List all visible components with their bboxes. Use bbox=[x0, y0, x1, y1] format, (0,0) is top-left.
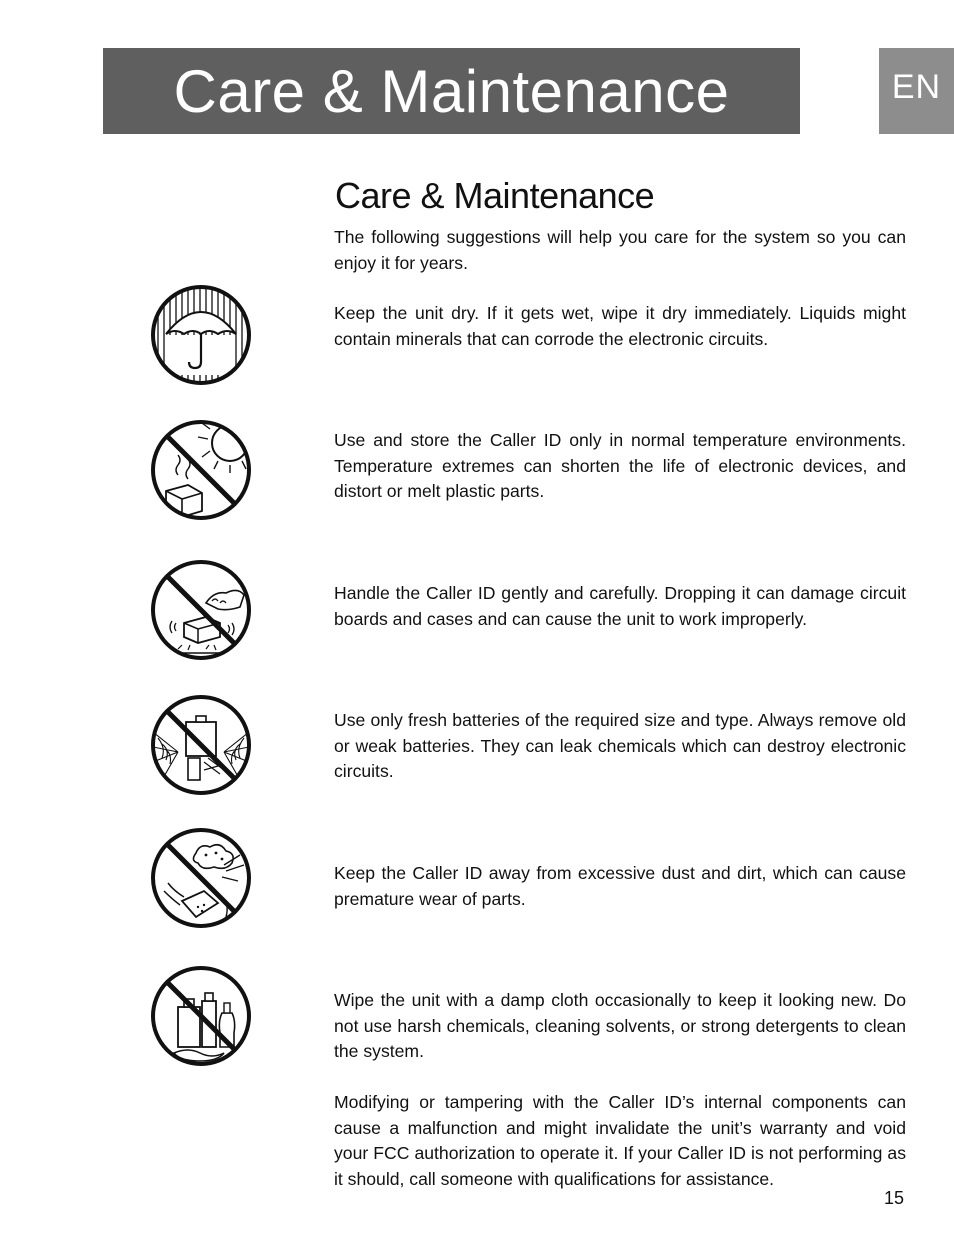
no-old-batteries-icon bbox=[148, 692, 254, 798]
no-chemicals-icon bbox=[148, 963, 254, 1069]
no-heat-icon bbox=[148, 417, 254, 523]
tip-paragraph: Handle the Caller ID gently and carefully. Dropping it can damage circuit boards and cases and can cause the unit to work improperly. bbox=[334, 583, 906, 629]
page-title: Care & Maintenance bbox=[173, 58, 730, 125]
language-label: EN bbox=[891, 68, 942, 106]
section-heading: Care & Maintenance bbox=[335, 175, 655, 216]
tip-paragraph: Use only fresh batteries of the required size and type. Always remove old or weak batteries. They can leak chemicals which can destroy electronic circuits. bbox=[334, 710, 906, 781]
intro-paragraph: The following suggestions will help you care for the system so you can enjoy it for years. bbox=[334, 227, 906, 273]
language-tab bbox=[879, 48, 954, 134]
tip-paragraph: Keep the unit dry. If it gets wet, wipe it dry immediately. Liquids might contain minerals that can corrode the electronic circuits. bbox=[334, 303, 906, 349]
tip-paragraph: Use and store the Caller ID only in normal temperature environments. Temperature extremes can shorten the life of electronic devices, and distort or melt plastic parts. bbox=[334, 430, 906, 501]
header-banner bbox=[103, 48, 800, 134]
tip-paragraph: Keep the Caller ID away from excessive dust and dirt, which can cause premature wear of parts. bbox=[334, 863, 906, 909]
umbrella-icon bbox=[148, 282, 254, 388]
no-dropping-icon bbox=[148, 557, 254, 663]
tip-paragraph: Wipe the unit with a damp cloth occasionally to keep it looking new. Do not use harsh chemicals, cleaning solvents, or strong detergents to clean the system. bbox=[334, 990, 906, 1061]
page-number: 15 bbox=[884, 1188, 905, 1208]
closing-paragraph: Modifying or tampering with the Caller ID’s internal components can cause a malfunction and might invalidate the unit’s warranty and void your FCC authorization to operate it. If your Caller ID is not performing as it should, call someone with qualifications for assistance. bbox=[334, 1092, 906, 1189]
no-dust-icon bbox=[148, 825, 254, 931]
